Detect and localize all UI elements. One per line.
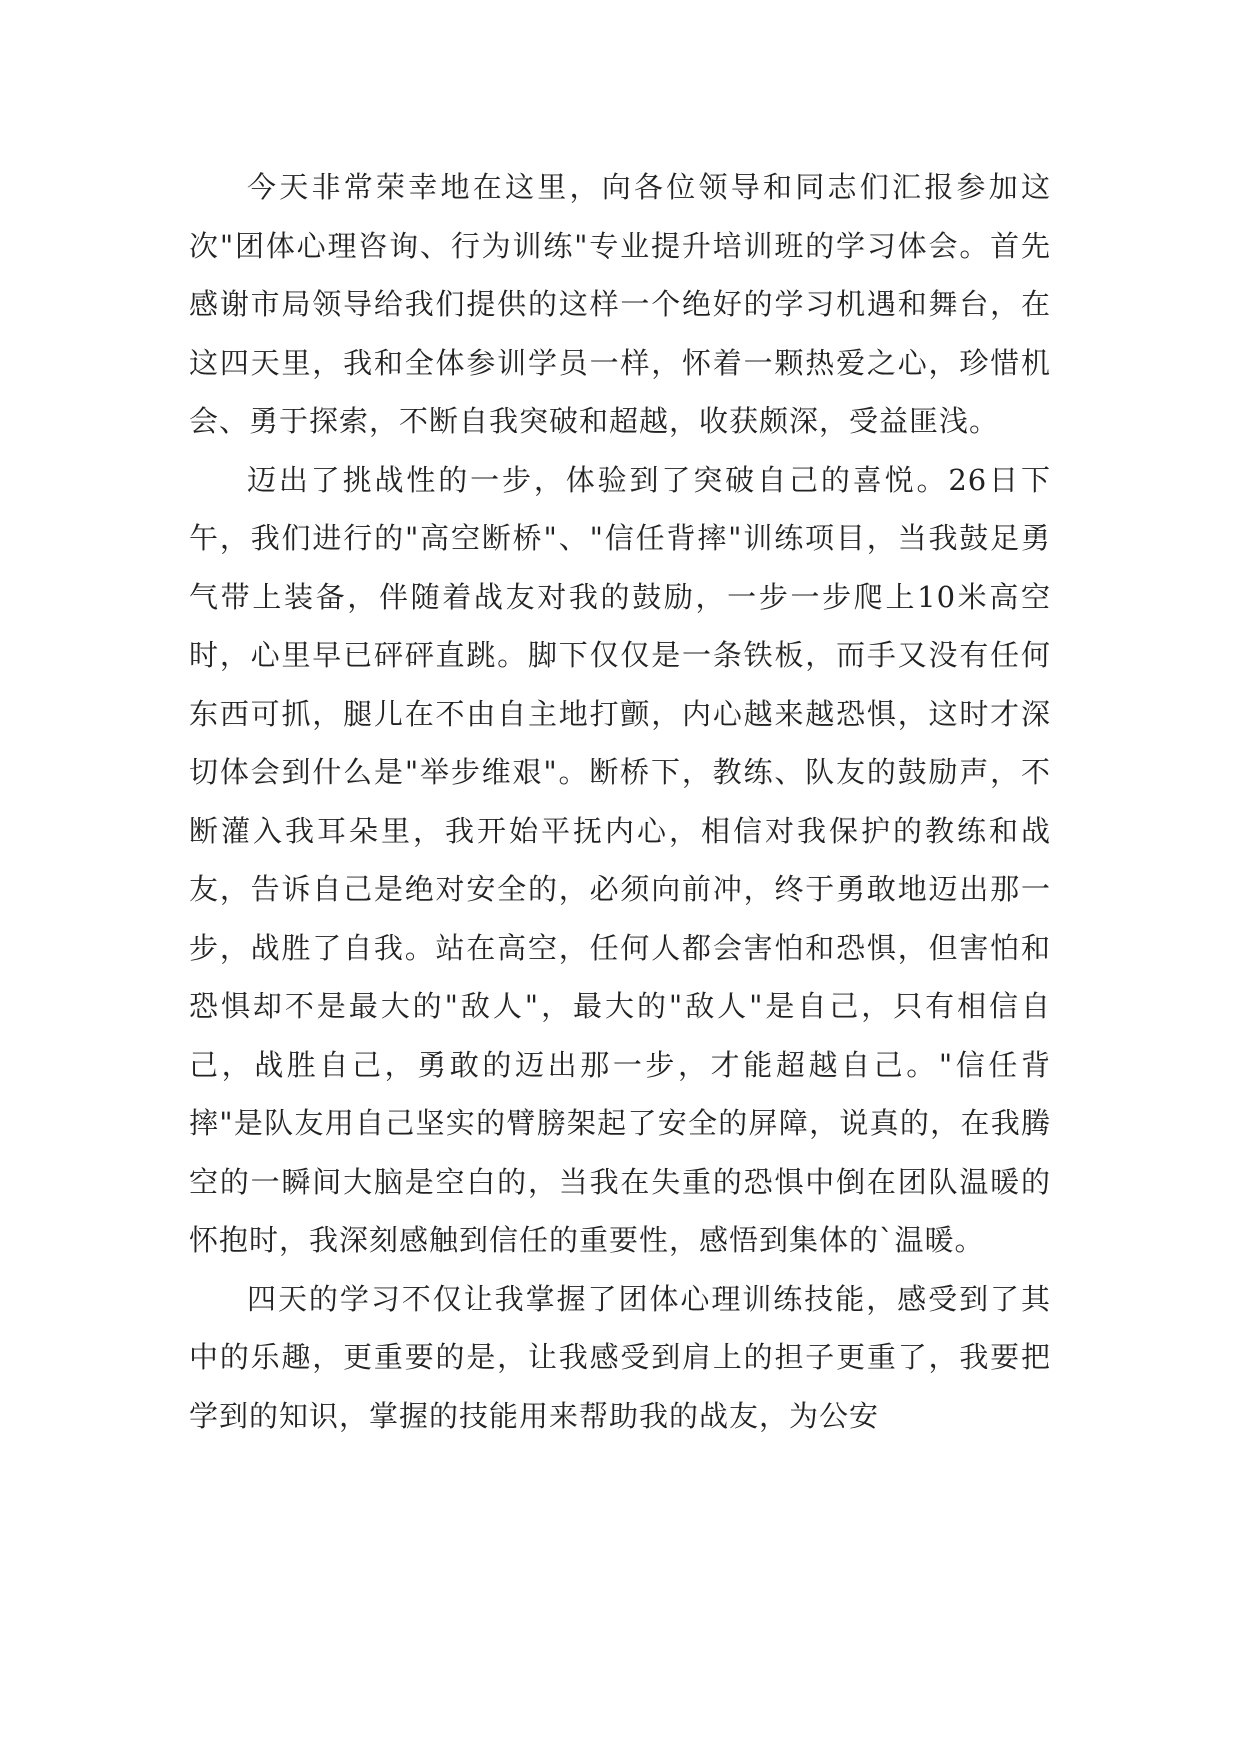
document-body xyxy=(189,158,1051,1445)
paragraph-3: 四天的学习不仅让我掌握了团体心理训练技能，感受到了其中的乐趣，更重要的是，让我感受到肩上的担子更重了，我要把学到的知识，掌握的技能用来帮助我的战友，为公安 xyxy=(189,1281,1051,1433)
paragraph-2: 迈出了挑战性的一步，体验到了突破自己的喜悦。26日下午，我们进行的"高空断桥"、"信任背摔"训练项目，当我鼓足勇气带上装备，伴随着战友对我的鼓励，一步一步爬上10米高空时，心里早已砰砰直跳。脚下仅仅是一条铁板，而手又没有任何东西可抓，腿儿在不由自主地打颤，内心越来越恐惧，这时才深切体会到什么是"举步维艰"。断桥下，教练、队友的鼓励声，不断灌入我耳朵里，我开始平抚内心，相信对我保护的教练和战友，告诉自己是绝对安全的，必须向前冲，终于勇敢地迈出那一步，战胜了自我。站在高空，任何人都会害怕和恐惧，但害怕和恐惧却不是最大的"敌人"，最大的"敌人"是自己，只有相信自己，战胜自己，勇敢的迈出那一步，才能超越自己。"信任背摔"是队友用自己坚实的臂膀架起了安全的屏障，说真的，在我腾空的一瞬间大脑是空白的，当我在失重的恐惧中倒在团队温暖的怀抱时，我深刻感触到信任的重要性，感悟到集体的`温暖。 xyxy=(189,462,1051,1257)
paragraph-1: 今天非常荣幸地在这里，向各位领导和同志们汇报参加这次"团体心理咨询、行为训练"专业提升培训班的学习体会。首先感谢市局领导给我们提供的这样一个绝好的学习机遇和舞台，在这四天里，我和全体参训学员一样，怀着一颗热爱之心，珍惜机会、勇于探索，不断自我突破和超越，收获颇深，受益匪浅。 xyxy=(189,170,1051,438)
